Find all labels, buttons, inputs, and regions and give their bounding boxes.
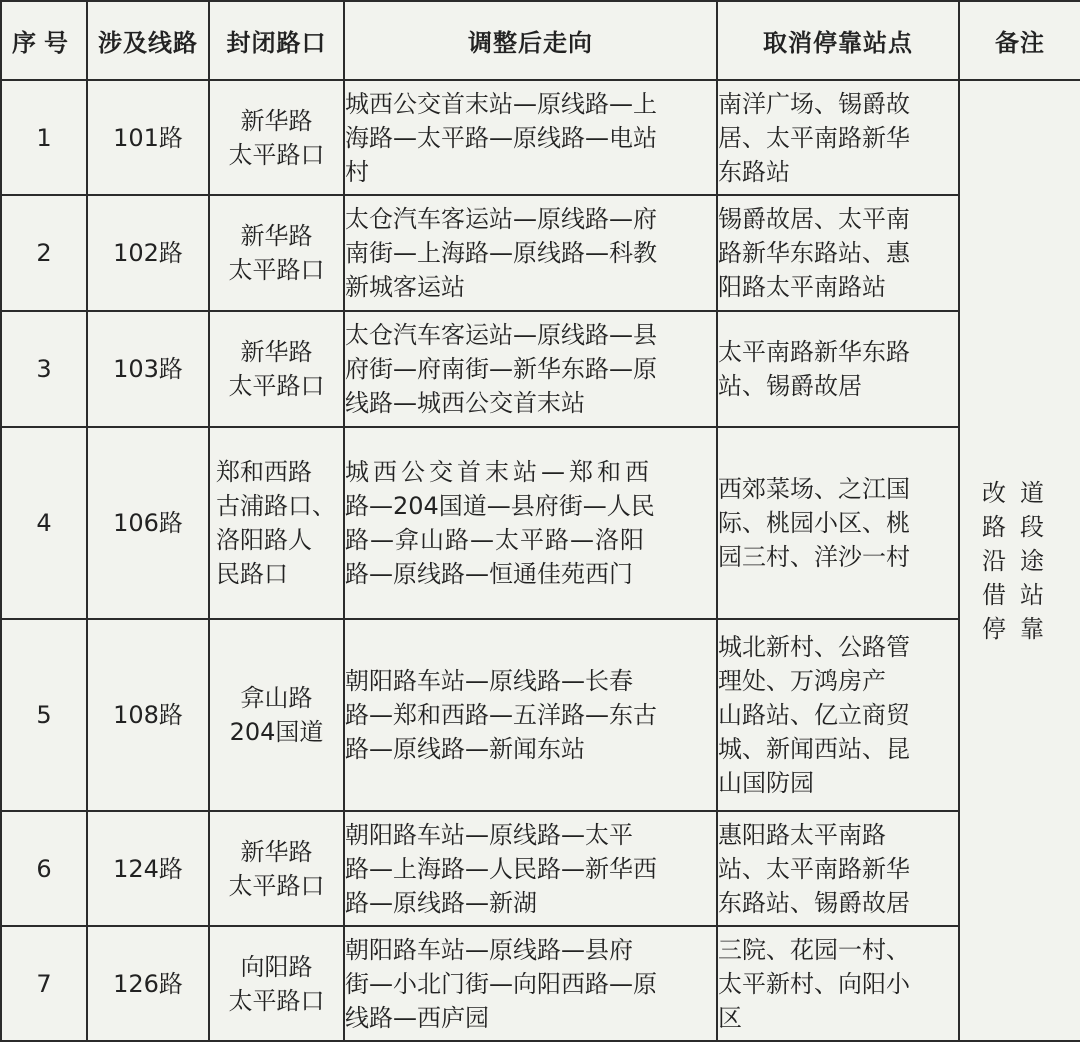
note-text: 改道 <box>982 478 1058 507</box>
stops-text: 区 <box>718 1003 742 1032</box>
stops-text: 城北新村、公路管 <box>718 633 910 661</box>
closed-text: 新华路 <box>240 338 313 366</box>
closed-text: 204国道 <box>229 718 324 746</box>
stops-text: 站、太平南路新华 <box>718 854 910 883</box>
row-line: 126路 <box>87 926 209 1041</box>
closed-text: 民路口 <box>216 560 288 588</box>
header-note: 备注 <box>959 1 1080 80</box>
direction-text: 路—204国道—县府街—人民 <box>345 492 655 520</box>
header-line: 涉及线路 <box>87 1 209 80</box>
direction-text: 城西公交首末站—原线路—上 <box>345 89 657 118</box>
row-direction <box>344 195 717 311</box>
table-row <box>1 311 1080 427</box>
row-seq: 5 <box>1 619 87 811</box>
row-cancelled-stops <box>717 926 959 1041</box>
table-row <box>1 427 1080 619</box>
row-line: 106路 <box>87 427 209 619</box>
row-line: 102路 <box>87 195 209 311</box>
direction-text: 路—原线路—恒通佳苑西门 <box>345 560 633 588</box>
row-closed-intersection <box>209 427 344 619</box>
stops-text: 际、桃园小区、桃 <box>718 509 910 537</box>
stops-text: 居、太平南路新华 <box>718 123 910 152</box>
row-line: 124路 <box>87 811 209 926</box>
closed-text: 郑和西路 <box>216 458 312 486</box>
direction-text: 朝阳路车站—原线路—太平 <box>345 820 633 849</box>
direction-text: 城西公交首末站—郑和西 <box>345 458 653 486</box>
table-row <box>1 80 1080 195</box>
row-seq: 7 <box>1 926 87 1041</box>
row-closed-intersection <box>209 195 344 311</box>
stops-text: 太平新村、向阳小 <box>718 969 910 998</box>
closed-text: 太平路口 <box>228 871 325 900</box>
closed-text: 弇山路 <box>240 684 313 712</box>
closed-text: 太平路口 <box>228 372 325 400</box>
row-cancelled-stops <box>717 427 959 619</box>
closed-text: 太平路口 <box>228 140 325 169</box>
row-closed-intersection <box>209 926 344 1041</box>
row-closed-intersection <box>209 80 344 195</box>
row-cancelled-stops <box>717 811 959 926</box>
row-closed-intersection <box>209 311 344 427</box>
row-line: 101路 <box>87 80 209 195</box>
header-cancelled-stops: 取消停靠站点 <box>717 1 959 80</box>
closed-text: 新华路 <box>240 222 313 250</box>
note-text: 停靠 <box>982 614 1058 643</box>
row-direction <box>344 80 717 195</box>
direction-text: 路—原线路—新湖 <box>345 888 537 917</box>
closed-text: 太平路口 <box>228 256 325 284</box>
closed-text: 古浦路口、 <box>216 492 336 520</box>
closed-text: 太平路口 <box>228 986 325 1015</box>
stops-text: 路新华东路站、惠 <box>718 239 910 267</box>
row-cancelled-stops <box>717 311 959 427</box>
direction-text: 朝阳路车站—原线路—长春 <box>345 667 633 695</box>
table-row <box>1 811 1080 926</box>
direction-text: 太仓汽车客运站—原线路—府 <box>345 205 657 233</box>
direction-text: 路—弇山路—太平路—洛阳 <box>345 526 645 554</box>
stops-text: 城、新闻西站、昆 <box>718 735 910 763</box>
closed-text: 洛阳路人 <box>216 526 312 554</box>
row-cancelled-stops <box>717 80 959 195</box>
row-seq: 1 <box>1 80 87 195</box>
table-row <box>1 926 1080 1041</box>
header-closed-intersection: 封闭路口 <box>209 1 344 80</box>
direction-text: 府街—府南街—新华东路—原 <box>345 355 657 383</box>
stops-text: 锡爵故居、太平南 <box>718 205 910 233</box>
stops-text: 惠阳路太平南路 <box>718 820 886 849</box>
row-seq: 3 <box>1 311 87 427</box>
row-seq: 6 <box>1 811 87 926</box>
direction-text: 太仓汽车客运站—原线路—县 <box>345 321 657 349</box>
note-text: 沿途 <box>982 546 1058 575</box>
direction-text: 村 <box>345 157 369 186</box>
row-direction <box>344 811 717 926</box>
row-seq: 2 <box>1 195 87 311</box>
direction-text: 路—原线路—新闻东站 <box>345 735 585 763</box>
row-line: 103路 <box>87 311 209 427</box>
closed-text: 新华路 <box>240 837 313 866</box>
table-row <box>1 195 1080 311</box>
direction-text: 新城客运站 <box>345 273 465 301</box>
stops-text: 山国防园 <box>718 769 814 797</box>
direction-text: 海路—太平路—原线路—电站 <box>345 123 657 152</box>
stops-text: 阳路太平南路站 <box>718 273 886 301</box>
direction-text: 街—小北门街—向阳西路—原 <box>345 969 657 998</box>
stops-text: 太平南路新华东路 <box>718 338 910 366</box>
row-direction <box>344 619 717 811</box>
direction-text: 线路—城西公交首末站 <box>345 389 585 417</box>
stops-text: 三院、花园一村、 <box>718 935 910 964</box>
header-seq: 序号 <box>1 1 87 80</box>
stops-text: 东路站 <box>718 157 790 186</box>
stops-text: 理处、万鸿房产 <box>718 667 886 695</box>
row-closed-intersection <box>209 811 344 926</box>
direction-text: 路—上海路—人民路—新华西 <box>345 854 657 883</box>
note-text: 路段 <box>982 512 1058 541</box>
table-header-row <box>1 1 1080 80</box>
row-line: 108路 <box>87 619 209 811</box>
table-row <box>1 619 1080 811</box>
header-adjusted-direction: 调整后走向 <box>344 1 717 80</box>
closed-text: 向阳路 <box>240 952 313 981</box>
row-direction <box>344 926 717 1041</box>
row-note <box>959 80 1080 1041</box>
stops-text: 东路站、锡爵故居 <box>718 888 910 917</box>
row-closed-intersection <box>209 619 344 811</box>
stops-text: 园三村、洋沙一村 <box>718 543 910 571</box>
row-seq: 4 <box>1 427 87 619</box>
row-cancelled-stops <box>717 619 959 811</box>
stops-text: 山路站、亿立商贸 <box>718 701 910 729</box>
stops-text: 西郊菜场、之江国 <box>718 475 910 503</box>
stops-text: 南洋广场、锡爵故 <box>718 89 910 118</box>
direction-text: 路—郑和西路—五洋路—东古 <box>345 701 657 729</box>
direction-text: 线路—西庐园 <box>345 1003 489 1032</box>
direction-text: 朝阳路车站—原线路—县府 <box>345 935 633 964</box>
row-cancelled-stops <box>717 195 959 311</box>
row-direction <box>344 427 717 619</box>
direction-text: 南街—上海路—原线路—科教 <box>345 239 657 267</box>
closed-text: 新华路 <box>240 106 313 135</box>
stops-text: 站、锡爵故居 <box>718 372 862 400</box>
note-text: 借站 <box>982 580 1058 609</box>
row-direction <box>344 311 717 427</box>
